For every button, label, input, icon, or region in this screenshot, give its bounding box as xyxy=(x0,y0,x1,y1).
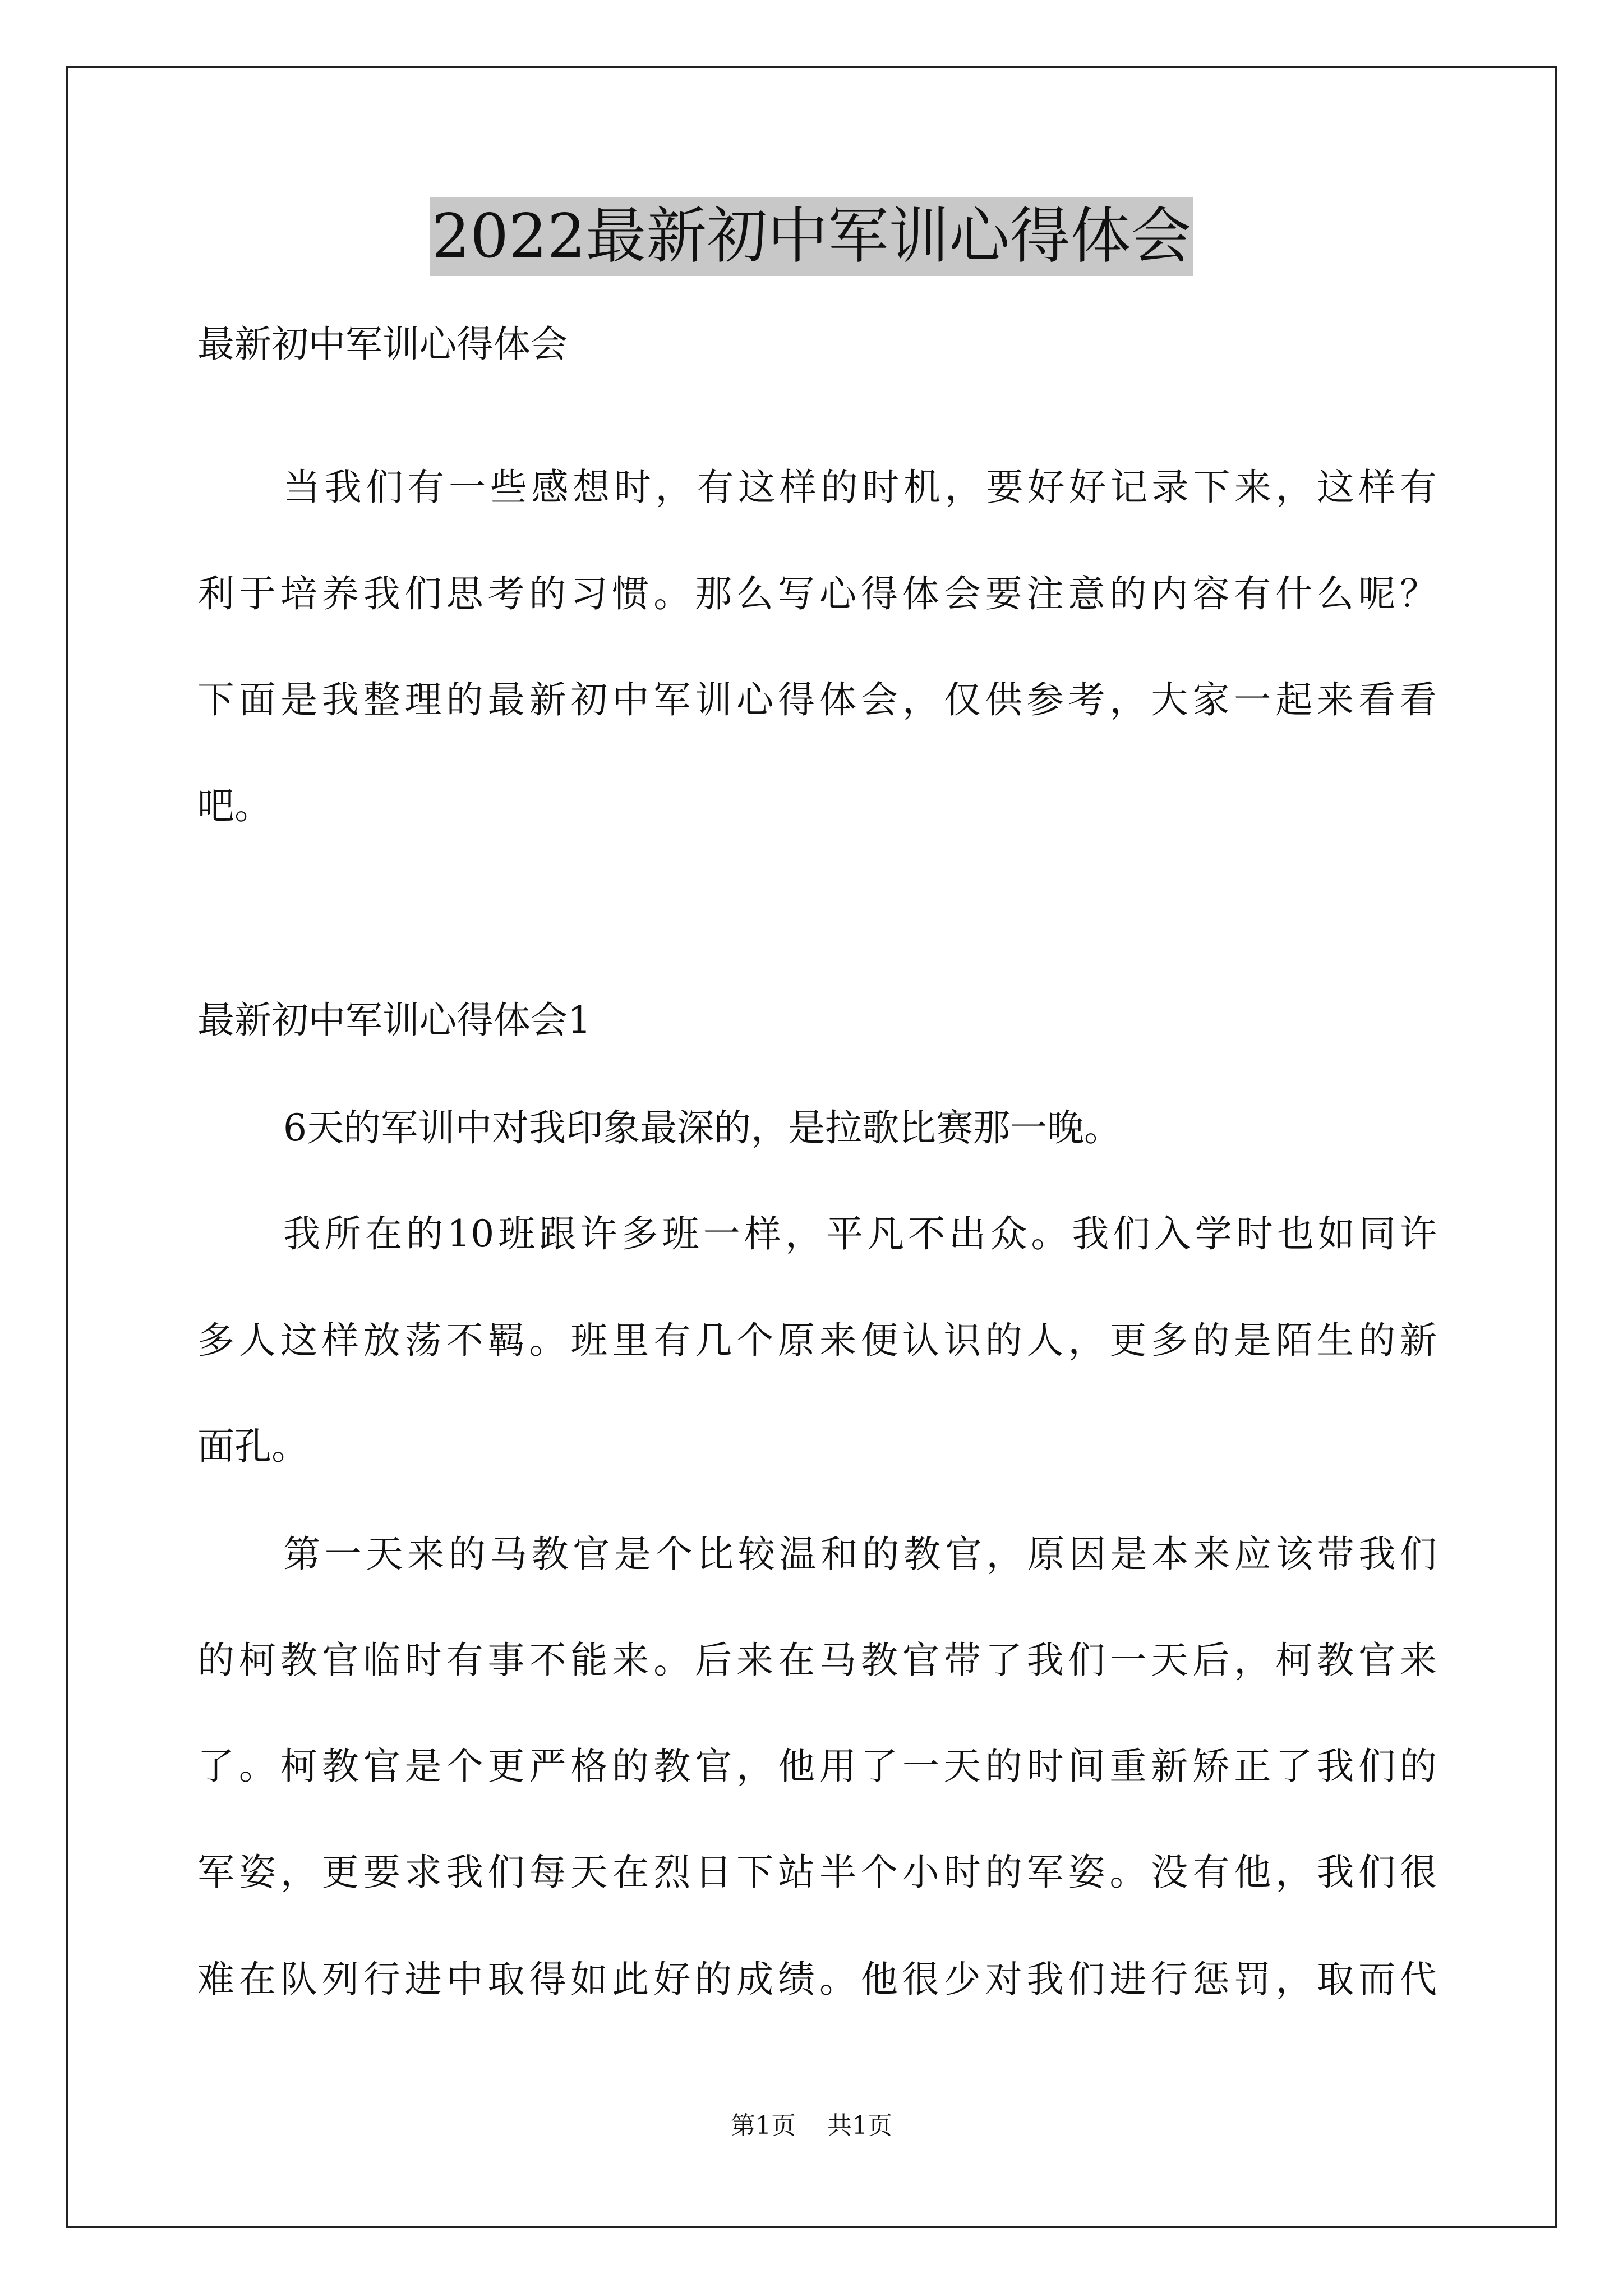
paragraph-line: 利于培养我们思考的习惯。那么写心得体会要注意的内容有什么呢？ xyxy=(197,572,1437,615)
paragraph-line: 面孔。 xyxy=(197,1425,308,1468)
paragraph-line: 下面是我整理的最新初中军训心得体会，仅供参考，大家一起来看看 xyxy=(197,678,1437,721)
paragraph-line: 了。柯教官是个更严格的教官，他用了一天的时间重新矫正了我们的 xyxy=(197,1745,1437,1788)
section-heading: 最新初中军训心得体会1 xyxy=(197,999,591,1042)
title-container xyxy=(0,197,1623,276)
paragraph-line: 的柯教官临时有事不能来。后来在马教官带了我们一天后，柯教官来 xyxy=(197,1639,1437,1682)
paragraph-line: 多人这样放荡不羁。班里有几个原来便认识的人，更多的是陌生的新 xyxy=(197,1319,1437,1362)
page-footer xyxy=(0,2109,1623,2143)
section-heading: 最新初中军训心得体会 xyxy=(197,323,568,366)
paragraph-line: 6天的军训中对我印象最深的，是拉歌比赛那一晚。 xyxy=(283,1106,1121,1149)
paragraph-line: 军姿，更要求我们每天在烈日下站半个小时的军姿。没有他，我们很 xyxy=(197,1851,1437,1894)
paragraph-line: 难在队列行进中取得如此好的成绩。他很少对我们进行惩罚，取而代 xyxy=(197,1958,1437,2001)
paragraph-line: 我所在的10班跟许多班一样，平凡不出众。我们入学时也如同许 xyxy=(283,1212,1437,1255)
page-current: 第1页 xyxy=(731,2111,796,2140)
page-total: 共1页 xyxy=(827,2111,892,2140)
paragraph-line: 第一天来的马教官是个比较温和的教官，原因是本来应该带我们 xyxy=(283,1533,1437,1576)
document-title: 2022最新初中军训心得体会 xyxy=(430,197,1194,276)
paragraph-line: 吧。 xyxy=(197,784,271,827)
paragraph-line: 当我们有一些感想时，有这样的时机，要好好记录下来，这样有 xyxy=(283,466,1437,509)
